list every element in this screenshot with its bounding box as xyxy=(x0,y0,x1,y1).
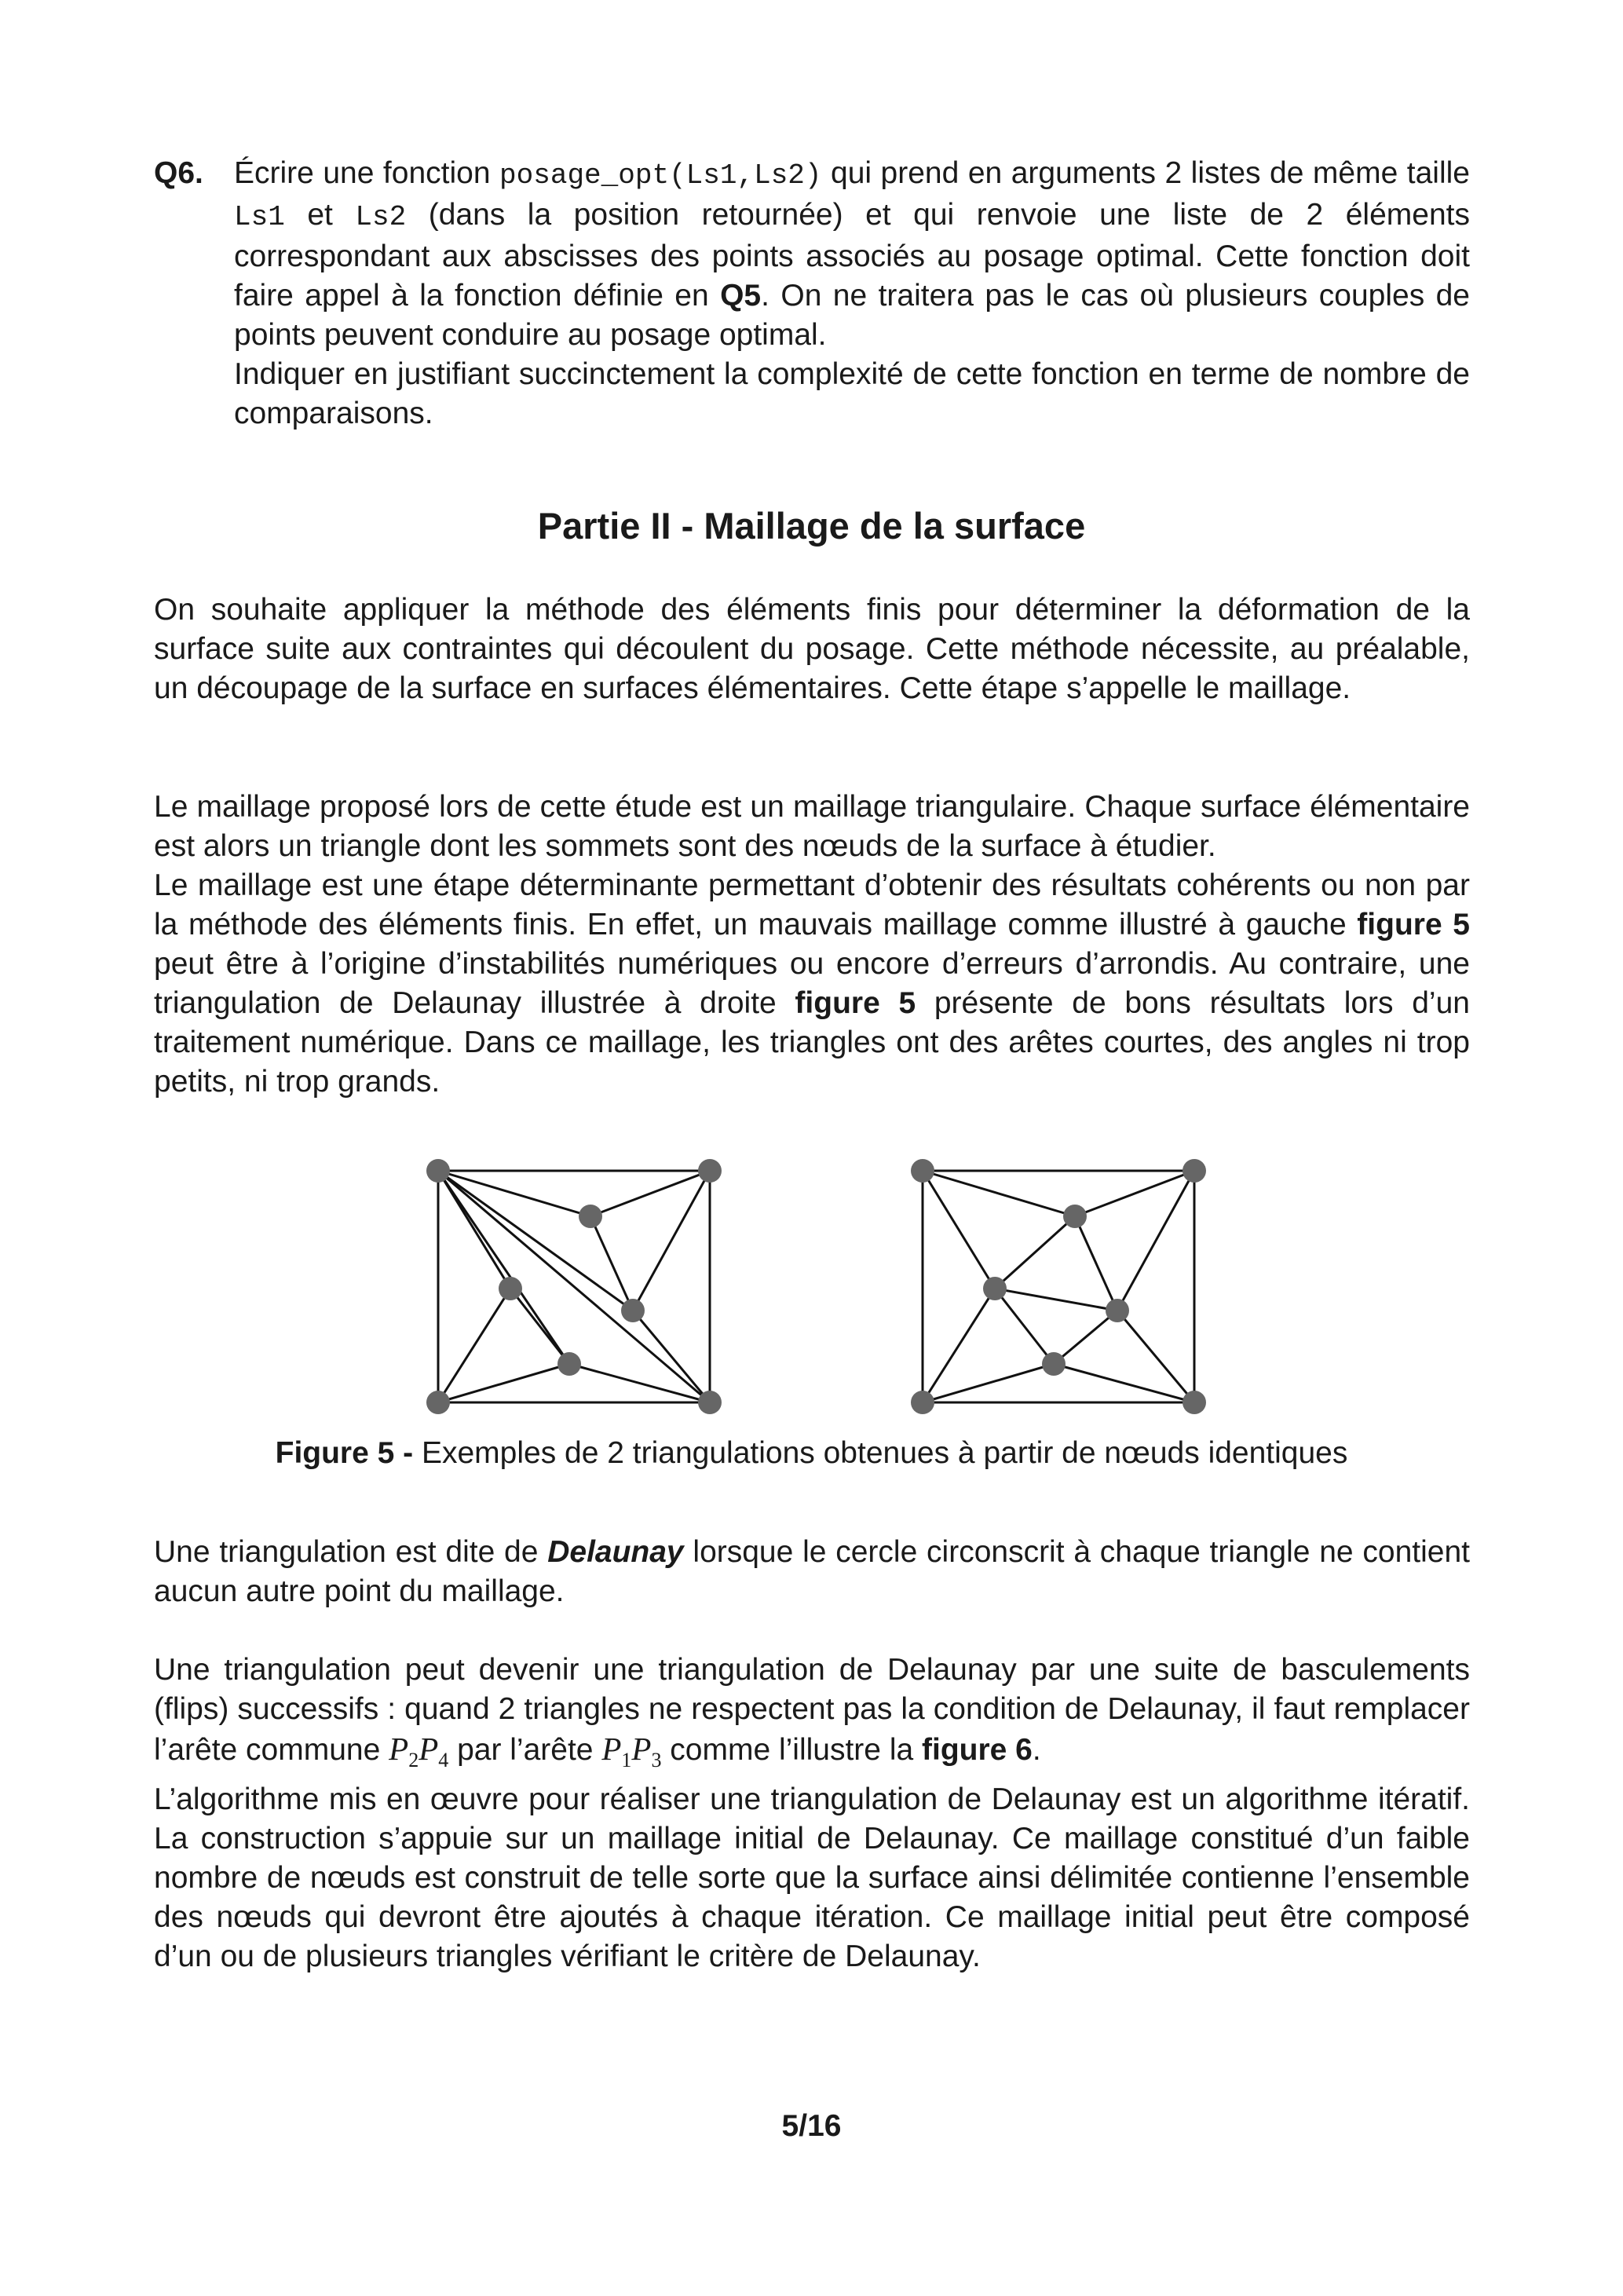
q6-text-2: qui prend en arguments 2 listes de même taille xyxy=(821,156,1470,190)
ref-figure5-left: figure 5 xyxy=(1357,908,1470,941)
paragraph-delaunay-definition xyxy=(154,1533,1470,1611)
mesh-node xyxy=(1183,1159,1206,1183)
maillage-text-1: Le maillage est une étape déterminante permettant d’obtenir des résultats cohérents ou non par la méthode des éléments finis. En effet, un mauvais maillage comme illustré à gauche xyxy=(154,868,1470,941)
mesh-node xyxy=(698,1391,722,1414)
mesh-node xyxy=(499,1277,522,1300)
caption-label: Figure 5 - xyxy=(275,1436,422,1470)
definition-text-1: Une triangulation est dite de xyxy=(154,1535,548,1569)
edge-p1p3: $P_1P_3$ xyxy=(601,1731,662,1772)
page-number: 5/16 xyxy=(781,2109,842,2143)
delaunay-mesh-nodes xyxy=(911,1159,1206,1414)
mesh-node xyxy=(698,1159,722,1183)
edge-p2p4: $P_2P_4$ xyxy=(389,1731,449,1772)
mesh-node xyxy=(911,1159,934,1183)
ref-figure5-right: figure 5 xyxy=(795,986,916,1020)
figure-5-triangulations xyxy=(408,1158,1256,1417)
mesh-node xyxy=(1106,1299,1129,1322)
term-delaunay: Delaunay xyxy=(547,1535,684,1569)
ref-q5: Q5 xyxy=(720,279,762,313)
figure-5-caption xyxy=(0,1434,1623,1473)
definition-text-2: lorsque le cercle circonscrit à chaque triangle ne contient aucun autre point du maillage. xyxy=(154,1535,1470,1608)
question-complexity: Indiquer en justifiant succinctement la complexité de cette fonction en terme de nombre de comparaisons. xyxy=(234,357,1470,430)
maillage-line-1: Le maillage proposé lors de cette étude est un maillage triangulaire. Chaque surface élémentaire est alors un triangle dont les sommets sont des nœuds de la surface à étudier. xyxy=(154,790,1470,863)
question-body xyxy=(234,154,1470,433)
question-label: Q6. xyxy=(154,156,203,190)
code-ls2: Ls2 xyxy=(355,201,407,233)
flips-line-1 xyxy=(154,1651,1470,1780)
flips-text-2: par l’arête xyxy=(448,1733,602,1767)
flips-text-1: Une triangulation peut devenir une triangulation de Delaunay par une suite de basculements (flips) successifs : quand 2 triangles ne respectent pas la condition de Delaunay, il faut remplacer l’arête commune xyxy=(154,1653,1470,1767)
flips-text-3: comme l’illustre la xyxy=(661,1733,923,1767)
ref-figure6: figure 6 xyxy=(922,1733,1033,1767)
section-title: Partie II - Maillage de la surface xyxy=(537,505,1086,547)
mesh-node xyxy=(911,1391,934,1414)
mesh-node xyxy=(1042,1352,1066,1376)
q6-text-1: Écrire une fonction xyxy=(234,156,500,190)
maillage-text-2: peut être à l’origine d’instabilités numériques ou encore d’erreurs d’arrondis. Au contraire, une triangulation de Delaunay illustrée à droite xyxy=(154,947,1470,1020)
mesh-node xyxy=(983,1277,1007,1300)
mesh-node xyxy=(621,1299,645,1322)
paragraph-flips xyxy=(154,1651,1470,1976)
mesh-node xyxy=(557,1352,581,1376)
question-q6 xyxy=(154,154,1470,433)
paragraph-maillage xyxy=(154,788,1470,1102)
mesh-node xyxy=(1063,1205,1087,1228)
maillage-line-2 xyxy=(154,866,1470,1102)
question-text xyxy=(234,154,1470,355)
flips-text-4: . xyxy=(1032,1733,1041,1767)
code-function-name: posage_opt(Ls1,Ls2) xyxy=(499,159,822,192)
mesh-node xyxy=(426,1391,450,1414)
mesh-node xyxy=(1183,1391,1206,1414)
maillage-text-3: présente de bons résultats lors d’un traitement numérique. Dans ce maillage, les triangles ont des arêtes courtes, des angles ni trop petits, ni trop grands. xyxy=(154,986,1470,1099)
q6-text-4: (dans la position retournée) et qui renvoie une liste de 2 éléments correspondant aux abscisses des points associés au posage optimal. Cette fonction doit faire appel à la fonction définie en xyxy=(234,198,1470,313)
mesh-node xyxy=(426,1159,450,1183)
code-ls1: Ls1 xyxy=(234,201,285,233)
caption-text: Exemples de 2 triangulations obtenues à partir de nœuds identiques xyxy=(421,1436,1348,1470)
q6-text-3: et xyxy=(284,198,356,232)
mesh-node xyxy=(579,1205,602,1228)
paragraph-intro: On souhaite appliquer la méthode des éléments finis pour déterminer la déformation de la surface suite aux contraintes qui découlent du posage. Cette méthode nécessite, au préalable, un découpage de la surface en surfaces élémentaires. Cette étape s’appelle le maillage. xyxy=(154,593,1470,705)
flips-line-2: L’algorithme mis en œuvre pour réaliser une triangulation de Delaunay est un algorithme itératif. La construction s’appuie sur un maillage initial de Delaunay. Ce maillage constitué d’un faible nombre de nœuds est construit de telle sorte que la surface ainsi délimitée contienne l’ensemble des nœuds qui devront être ajoutés à chaque itération. Ce maillage initial peut être composé d’un ou de plusieurs triangles vérifiant le critère de Delaunay. xyxy=(154,1782,1470,1974)
q6-text-5: . On ne traitera pas le cas où plusieurs couples de points peuvent conduire au posage optimal. xyxy=(234,279,1470,352)
